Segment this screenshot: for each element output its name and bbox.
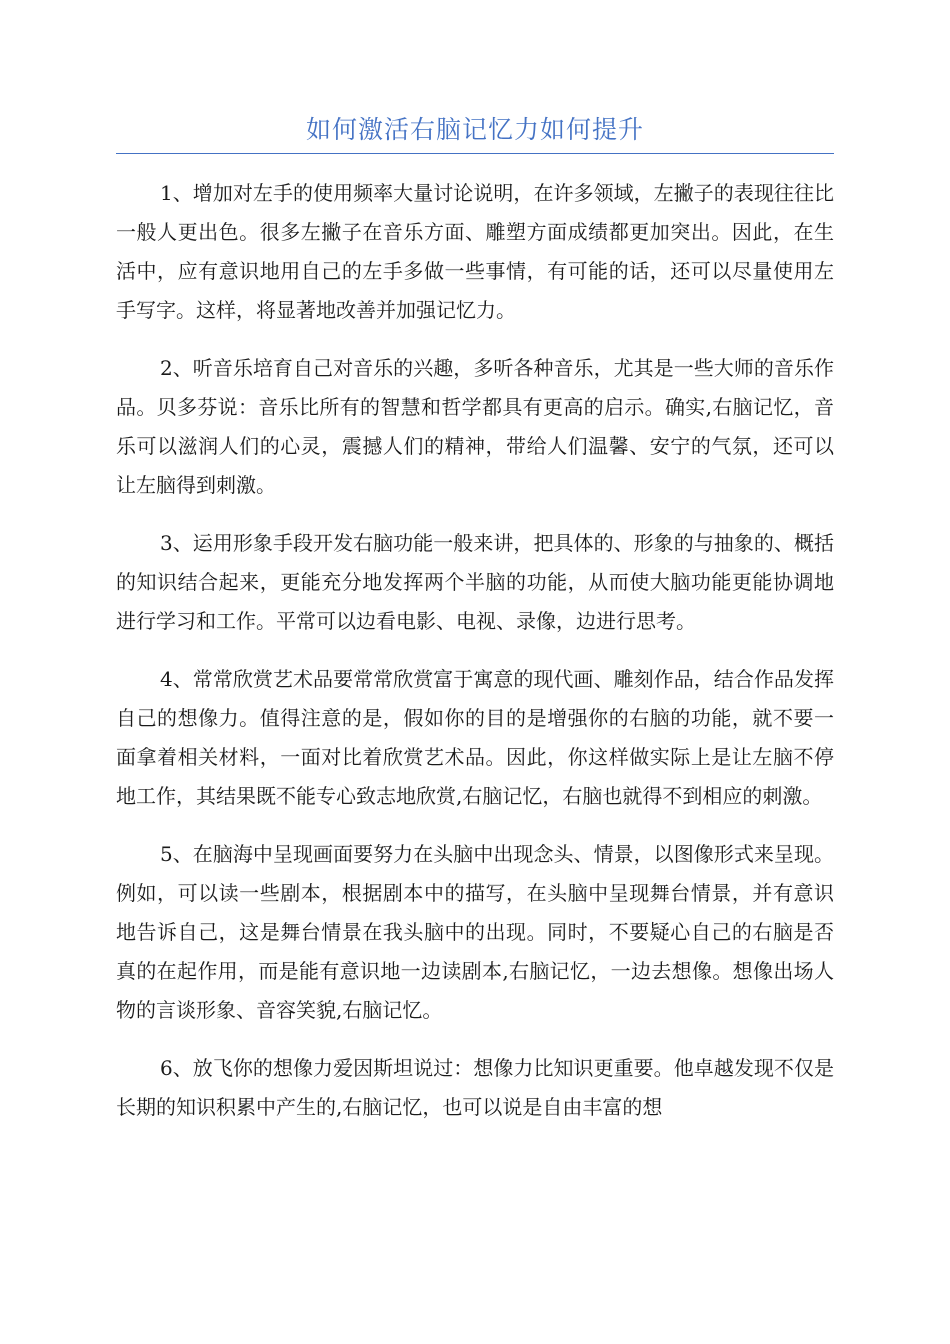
paragraph-1: 1、增加对左手的使用频率大量讨论说明，在许多领域，左撇子的表现往往比一般人更出色。很多左撇子在音乐方面、雕塑方面成绩都更加突出。因此，在生活中，应有意识地用自己的左手多做一些事情，有可能的话，还可以尽量使用左手写字。这样，将显著地改善并加强记忆力。 bbox=[116, 181, 834, 322]
paragraph-5: 5、在脑海中呈现画面要努力在头脑中出现念头、情景，以图像形式来呈现。例如，可以读一些剧本，根据剧本中的描写，在头脑中呈现舞台情景，并有意识地告诉自己，这是舞台情景在我头脑中的出现。同时，不要疑心自己的右脑是否真的在起作用，而是能有意识地一边读剧本,右脑记忆，一边去想像。想像出场人物的言谈形象、音容笑貌,右脑记忆。 bbox=[116, 842, 834, 1022]
paragraph-3: 3、运用形象手段开发右脑功能一般来讲，把具体的、形象的与抽象的、概括的知识结合起来，更能充分地发挥两个半脑的功能，从而使大脑功能更能协调地进行学习和工作。平常可以边看电影、电视、录像，边进行思考。 bbox=[116, 531, 834, 633]
document-body bbox=[116, 174, 834, 1146]
page-title: 如何激活右脑记忆力如何提升 bbox=[305, 115, 644, 144]
title-divider bbox=[116, 153, 834, 154]
paragraph-6: 6、放飞你的想像力爱因斯坦说过：想像力比知识更重要。他卓越发现不仅是长期的知识积累中产生的,右脑记忆，也可以说是自由丰富的想 bbox=[116, 1056, 834, 1119]
paragraph-2: 2、听音乐培育自己对音乐的兴趣，多听各种音乐，尤其是一些大师的音乐作品。贝多芬说：音乐比所有的智慧和哲学都具有更高的启示。确实,右脑记忆，音乐可以滋润人们的心灵，震撼人们的精神，带给人们温馨、安宁的气氛，还可以让左脑得到刺激。 bbox=[116, 356, 834, 497]
paragraph-4: 4、常常欣赏艺术品要常常欣赏富于寓意的现代画、雕刻作品，结合作品发挥自己的想像力。值得注意的是，假如你的目的是增强你的右脑的功能，就不要一面拿着相关材料，一面对比着欣赏艺术品。因此，你这样做实际上是让左脑不停地工作，其结果既不能专心致志地欣赏,右脑记忆，右脑也就得不到相应的刺激。 bbox=[116, 667, 834, 808]
